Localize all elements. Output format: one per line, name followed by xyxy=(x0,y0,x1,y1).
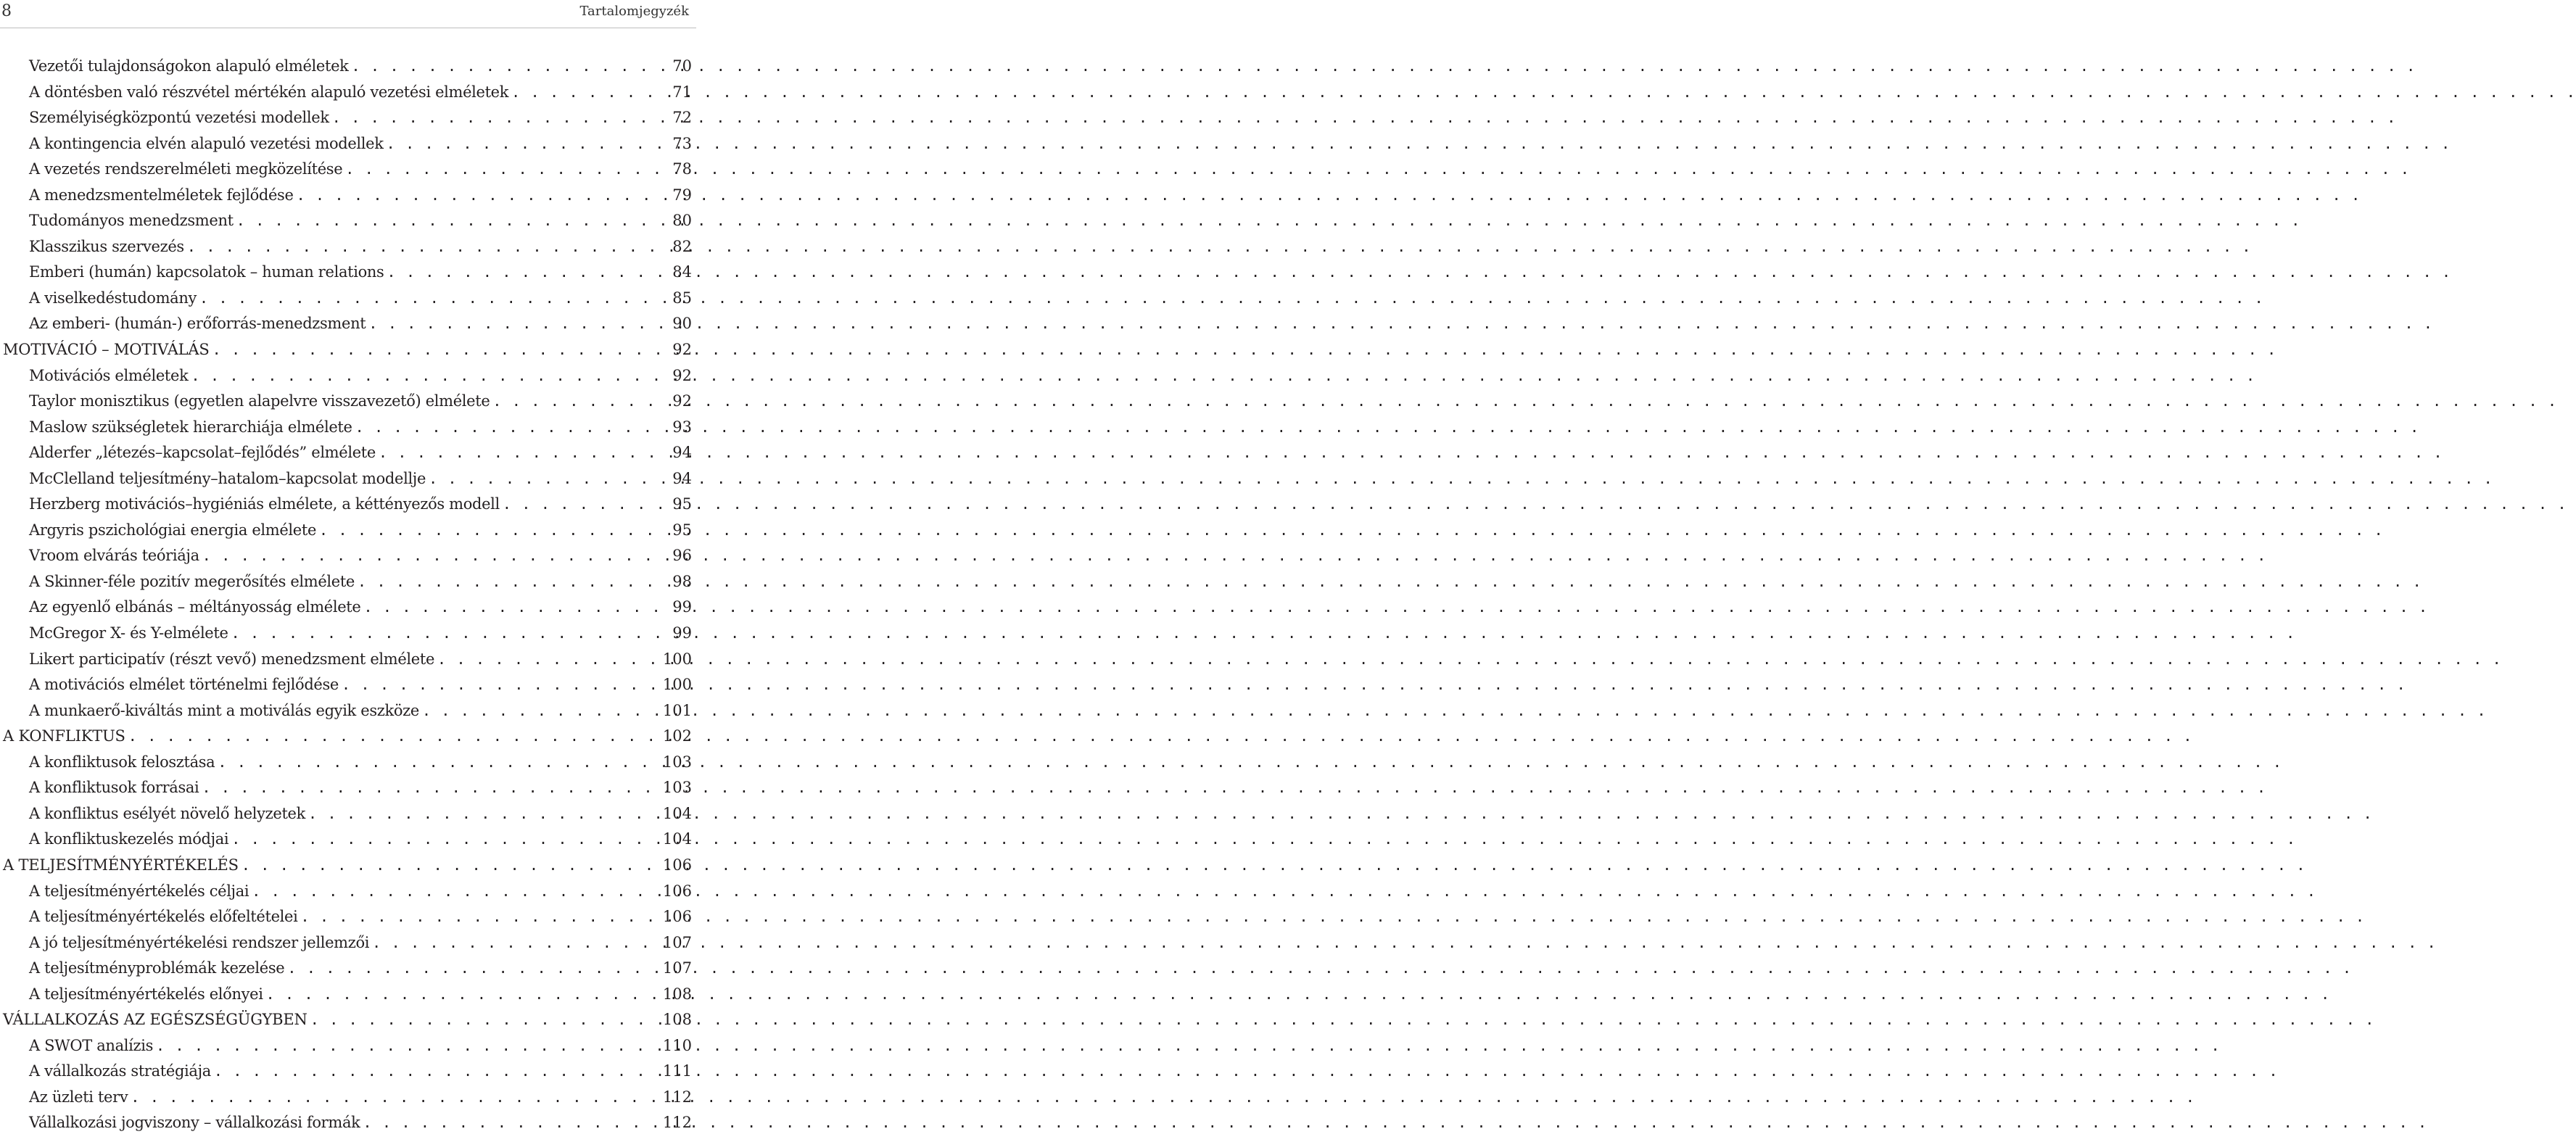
toc-entry-title: A motivációs elmélet történelmi fejlődése xyxy=(29,676,339,694)
toc-entry-page-number: 99 xyxy=(672,624,692,642)
toc-chapter-entry xyxy=(0,853,692,879)
dot-leader xyxy=(202,543,671,568)
toc-entry-page-number: 94 xyxy=(672,444,692,462)
toc-section-entry xyxy=(0,1110,692,1136)
dot-leader xyxy=(187,234,670,260)
toc-entry-page-number: 93 xyxy=(672,418,692,436)
toc-entry-page-number: 98 xyxy=(672,572,692,590)
toc-entry-title: Emberi (humán) kapcsolatok – human relations xyxy=(29,263,384,281)
toc-section-entry xyxy=(0,440,692,466)
toc-section-entry xyxy=(0,1085,692,1111)
toc-entry-page-number: 100 xyxy=(662,650,692,668)
toc-chapter-entry xyxy=(0,724,692,750)
toc-entry-title: A TELJESÍTMÉNYÉRTÉKELÉS xyxy=(3,856,239,874)
toc-entry-title: A SWOT analízis xyxy=(29,1036,154,1054)
toc-section-entry xyxy=(0,183,692,209)
toc-entry-page-number: 95 xyxy=(672,521,692,539)
toc-entry-title: A munkaerő-kiváltás mint a motiválás egyik eszköze xyxy=(29,701,419,719)
toc-entry-page-number: 112 xyxy=(662,1114,692,1132)
toc-entry-title: A teljesítményértékelés előnyei xyxy=(29,985,263,1003)
toc-entry-page-number: 104 xyxy=(662,830,692,848)
toc-entry-title: A konfliktuskezelés módjai xyxy=(29,830,229,848)
toc-entry-title: A konfliktus esélyét növelő helyzetek xyxy=(29,804,305,822)
toc-entry-title: Vállalkozási jogviszony – vállalkozási formák xyxy=(29,1114,360,1132)
dot-leader xyxy=(300,904,660,930)
dot-leader xyxy=(202,775,660,800)
dot-leader xyxy=(332,105,671,131)
toc-section-entry xyxy=(0,518,692,544)
toc-entry-page-number: 111 xyxy=(662,1062,692,1080)
toc-section-entry xyxy=(0,827,692,853)
dot-leader xyxy=(363,1110,660,1135)
toc-entry-title: Motivációs elméletek xyxy=(29,366,189,384)
toc-entry-page-number: 103 xyxy=(662,779,692,797)
toc-entry-page-number: 94 xyxy=(672,469,692,487)
toc-section-entry xyxy=(0,492,692,518)
toc-section-entry xyxy=(0,415,692,441)
toc-section-entry xyxy=(0,982,692,1008)
dot-leader xyxy=(252,879,661,904)
toc-section-entry xyxy=(0,466,692,492)
toc-entry-page-number: 106 xyxy=(662,882,692,900)
toc-entry-title: A jó teljesítményértékelési rendszer jellemzői xyxy=(29,933,370,951)
toc-entry-title: A vállalkozás stratégiája xyxy=(29,1062,211,1080)
toc-entry-title: Vroom elvárás teóriája xyxy=(29,547,199,565)
dot-leader xyxy=(319,518,670,543)
toc-entry-title: A menedzsmentelméletek fejlődése xyxy=(29,186,294,204)
toc-entry-page-number: 82 xyxy=(672,237,692,255)
toc-entry-page-number: 70 xyxy=(672,57,692,75)
dot-leader xyxy=(387,131,671,157)
dot-leader xyxy=(437,647,661,672)
dot-leader xyxy=(131,1085,661,1110)
dot-leader xyxy=(503,492,670,517)
toc-entry-title: Személyiségközpontú vezetési modellek xyxy=(29,109,329,127)
dot-leader xyxy=(236,208,671,233)
toc-section-entry xyxy=(0,750,692,776)
toc-entry-page-number: 92 xyxy=(672,341,692,359)
toc-entry-title: Az egyenlő elbánás – méltányosság elmélete xyxy=(29,598,361,616)
toc-section-entry xyxy=(0,956,692,982)
dot-leader xyxy=(218,750,661,775)
toc-entry-title: Maslow szükségletek hierarchiája elmélete xyxy=(29,418,352,436)
dot-leader xyxy=(368,311,670,336)
dot-leader xyxy=(231,621,671,646)
toc-entry-page-number: 107 xyxy=(662,959,692,977)
dot-leader xyxy=(128,724,661,749)
dot-leader xyxy=(242,853,661,878)
table-of-contents xyxy=(0,54,692,1136)
dot-leader xyxy=(379,440,670,466)
toc-entry-title: McClelland teljesítmény–hatalom–kapcsolat modellje xyxy=(29,469,426,487)
dot-leader xyxy=(212,337,671,363)
toc-section-entry xyxy=(0,157,692,183)
toc-entry-page-number: 108 xyxy=(662,1011,692,1029)
dot-leader xyxy=(355,415,671,440)
toc-entry-page-number: 104 xyxy=(662,804,692,822)
toc-entry-page-number: 110 xyxy=(662,1036,692,1054)
dot-leader xyxy=(214,1059,661,1084)
toc-section-entry xyxy=(0,647,692,673)
toc-entry-title: A Skinner-féle pozitív megerősítés elmélete xyxy=(29,572,355,590)
toc-entry-title: A teljesítményértékelés céljai xyxy=(29,882,249,900)
toc-entry-title: Likert participatív (részt vevő) menedzsment elmélete xyxy=(29,650,435,668)
toc-entry-title: Argyris pszichológiai energia elmélete xyxy=(29,521,317,539)
toc-section-entry xyxy=(0,311,692,337)
dot-leader xyxy=(308,801,661,827)
toc-entry-title: A konfliktusok felosztása xyxy=(29,753,215,771)
dot-leader xyxy=(372,930,661,956)
toc-section-entry xyxy=(0,260,692,286)
toc-entry-title: Klasszikus szervezés xyxy=(29,237,184,255)
toc-section-entry xyxy=(0,389,692,415)
toc-entry-title: VÁLLALKOZÁS AZ EGÉSZSÉGÜGYBEN xyxy=(3,1011,307,1029)
toc-entry-page-number: 108 xyxy=(662,985,692,1003)
toc-section-entry xyxy=(0,363,692,389)
toc-section-entry xyxy=(0,286,692,312)
toc-section-entry xyxy=(0,105,692,131)
toc-entry-title: A kontingencia elvén alapuló vezetési modellek xyxy=(29,134,384,152)
toc-entry-page-number: 102 xyxy=(662,727,692,745)
toc-section-entry xyxy=(0,208,692,234)
toc-section-entry xyxy=(0,1033,692,1059)
page-header xyxy=(0,0,696,28)
dot-leader xyxy=(231,827,661,852)
toc-entry-title: Herzberg motivációs–hygiéniás elmélete, a kéttényezős modell xyxy=(29,495,500,513)
toc-entry-title: Taylor monisztikus (egyetlen alapelvre visszavezető) elmélete xyxy=(29,392,490,410)
toc-entry-title: A döntésben való részvétel mértékén alapuló vezetési elméletek xyxy=(29,83,509,101)
dot-leader xyxy=(199,286,670,311)
dot-leader xyxy=(492,389,670,414)
dot-leader xyxy=(310,1007,661,1033)
toc-section-entry xyxy=(0,54,692,80)
toc-entry-title: A vezetés rendszerelméleti megközelítése xyxy=(29,160,343,178)
toc-entry-page-number: 80 xyxy=(672,212,692,230)
toc-section-entry xyxy=(0,80,692,106)
toc-section-entry xyxy=(0,131,692,157)
toc-entry-title: A viselkedéstudomány xyxy=(29,289,197,307)
toc-section-entry xyxy=(0,698,692,724)
toc-entry-page-number: 103 xyxy=(662,753,692,771)
toc-entry-title: Az emberi- (humán-) erőforrás-menedzsment xyxy=(29,315,366,333)
toc-section-entry xyxy=(0,879,692,905)
dot-leader xyxy=(387,260,670,285)
dot-leader xyxy=(429,466,670,492)
toc-entry-page-number: 106 xyxy=(662,908,692,926)
toc-section-entry xyxy=(0,904,692,930)
toc-entry-page-number: 107 xyxy=(662,933,692,951)
toc-entry-page-number: 90 xyxy=(672,315,692,333)
toc-entry-title: A teljesítményértékelés előfeltételei xyxy=(29,908,298,926)
toc-chapter-entry xyxy=(0,337,692,363)
toc-entry-title: Tudományos menedzsment xyxy=(29,212,234,230)
toc-entry-page-number: 78 xyxy=(672,160,692,178)
dot-leader xyxy=(363,595,670,620)
toc-entry-title: A KONFLIKTUS xyxy=(3,727,125,745)
running-title: Tartalomjegyzék xyxy=(579,4,689,19)
toc-section-entry xyxy=(0,595,692,621)
toc-entry-title: McGregor X- és Y-elmélete xyxy=(29,624,228,642)
toc-entry-title: Alderfer „létezés–kapcsolat–fejlődés” elmélete xyxy=(29,444,376,462)
toc-section-entry xyxy=(0,930,692,956)
toc-section-entry xyxy=(0,543,692,569)
toc-section-entry xyxy=(0,775,692,801)
toc-entry-title: A konfliktusok forrásai xyxy=(29,779,199,797)
toc-entry-title: Vezetői tulajdonságokon alapuló elméletek xyxy=(29,57,349,75)
toc-entry-page-number: 71 xyxy=(672,83,692,101)
toc-entry-page-number: 92 xyxy=(672,392,692,410)
toc-entry-page-number: 84 xyxy=(672,263,692,281)
toc-section-entry xyxy=(0,234,692,260)
toc-entry-page-number: 106 xyxy=(662,856,692,874)
dot-leader xyxy=(342,672,661,698)
toc-entry-page-number: 79 xyxy=(672,186,692,204)
dot-leader xyxy=(352,54,671,79)
dot-leader xyxy=(358,569,670,595)
toc-section-entry xyxy=(0,621,692,647)
toc-entry-title: MOTIVÁCIÓ – MOTIVÁLÁS xyxy=(3,341,210,359)
toc-section-entry xyxy=(0,801,692,827)
toc-section-entry xyxy=(0,569,692,595)
toc-entry-title: A teljesítményproblémák kezelése xyxy=(29,959,285,977)
toc-entry-page-number: 92 xyxy=(672,366,692,384)
dot-leader xyxy=(287,956,661,981)
dot-leader xyxy=(266,982,661,1007)
dot-leader xyxy=(156,1033,661,1059)
toc-entry-page-number: 72 xyxy=(672,109,692,127)
toc-entry-title: Az üzleti terv xyxy=(29,1088,128,1106)
toc-entry-page-number: 112 xyxy=(662,1088,692,1106)
toc-entry-page-number: 101 xyxy=(662,701,692,719)
dot-leader xyxy=(511,80,670,105)
toc-entry-page-number: 95 xyxy=(672,495,692,513)
dot-leader xyxy=(422,698,661,724)
toc-section-entry xyxy=(0,672,692,698)
dot-leader xyxy=(191,363,670,389)
toc-chapter-entry xyxy=(0,1007,692,1033)
toc-entry-page-number: 96 xyxy=(672,547,692,565)
page-number: 8 xyxy=(1,2,12,20)
toc-section-entry xyxy=(0,1059,692,1085)
toc-entry-page-number: 100 xyxy=(662,676,692,694)
dot-leader xyxy=(297,183,671,208)
dot-leader xyxy=(345,157,670,182)
toc-entry-page-number: 99 xyxy=(672,598,692,616)
toc-entry-page-number: 73 xyxy=(672,134,692,152)
toc-entry-page-number: 85 xyxy=(672,289,692,307)
